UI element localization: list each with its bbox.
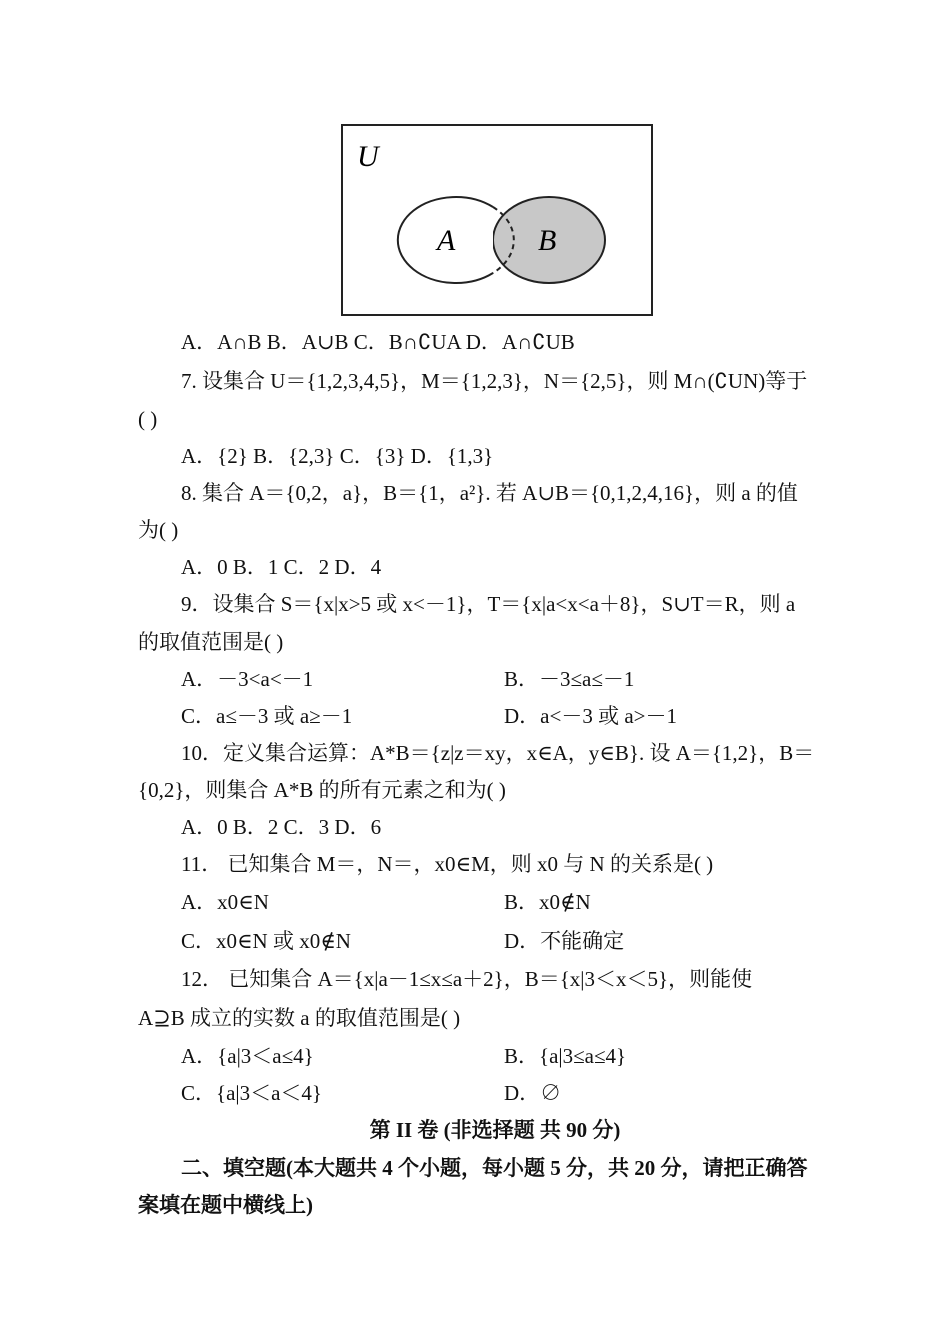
universe-box: [342, 125, 652, 315]
q12-option-d: D．∅: [504, 1081, 562, 1105]
q8-stem-line2: 为( ): [138, 518, 179, 542]
q6-options: A．A∩B B．A∪B C．B∩∁UA D．A∩∁UB: [181, 330, 575, 354]
q12-option-a: A．{a|3＜a≤4}: [181, 1044, 314, 1068]
q11-option-b: B．x0∉N: [504, 890, 591, 914]
part2-heading-line2: 案填在题中横线上): [138, 1193, 313, 1217]
section-title: 第 II 卷 (非选择题 共 90 分): [369, 1118, 621, 1142]
q11-option-c: C．x0∈N 或 x0∉N: [181, 929, 351, 953]
q9-option-c: C．a≤－3 或 a≥－1: [181, 704, 353, 728]
q9-option-b: B．－3≤a≤－1: [504, 667, 635, 691]
q9-stem-line1: 9．设集合 S＝{x|x>5 或 x<－1}，T＝{x|a<x<a＋8}，S∪T＝R，则 a: [181, 592, 796, 616]
q11-option-a: A．x0∈N: [181, 890, 269, 914]
q9-option-d: D．a<－3 或 a>－1: [504, 704, 677, 728]
q12-stem-line1: 12． 已知集合 A＝{x|a－1≤x≤a＋2}，B＝{x|3＜x＜5}，则能使: [181, 967, 753, 991]
q12-stem-line2: A⊇B 成立的实数 a 的取值范围是( ): [138, 1006, 461, 1030]
q11-stem: 11． 已知集合 M＝，N＝，x0∈M，则 x0 与 N 的关系是( ): [181, 852, 714, 876]
q7-stem-line2: ( ): [138, 407, 158, 431]
part2-heading-line1: 二、填空题(本大题共 4 个小题，每小题 5 分，共 20 分，请把正确答: [181, 1156, 808, 1180]
q12-option-b: B．{a|3≤a≤4}: [504, 1044, 627, 1068]
q7-options: A．{2} B．{2,3} C．{3} D．{1,3}: [181, 444, 494, 468]
q11-option-d: D．不能确定: [504, 929, 625, 953]
q10-stem-line2: {0,2}，则集合 A*B 的所有元素之和为( ): [138, 778, 506, 802]
set-b-label: B: [538, 224, 557, 257]
q9-stem-line2: 的取值范围是( ): [138, 630, 284, 654]
q8-stem-line1: 8. 集合 A＝{0,2，a}，B＝{1，a²}. 若 A∪B＝{0,1,2,4,16}，则 a 的值: [181, 481, 798, 505]
universe-label: U: [357, 140, 379, 173]
q12-option-c: C．{a|3＜a＜4}: [181, 1081, 323, 1105]
q10-options: A．0 B．2 C．3 D．6: [181, 815, 382, 839]
q8-options: A．0 B．1 C．2 D．4: [181, 555, 382, 579]
set-a-label: A: [437, 224, 456, 257]
q10-stem-line1: 10．定义集合运算：A*B＝{z|z＝xy，x∈A，y∈B}. 设 A＝{1,2}，B＝: [181, 741, 815, 765]
venn-diagram: [341, 124, 653, 316]
q9-option-a: A．－3<a<－1: [181, 667, 314, 691]
q7-stem-line1: 7. 设集合 U＝{1,2,3,4,5}，M＝{1,2,3}，N＝{2,5}，则 M∩(∁UN)等于: [181, 369, 808, 393]
